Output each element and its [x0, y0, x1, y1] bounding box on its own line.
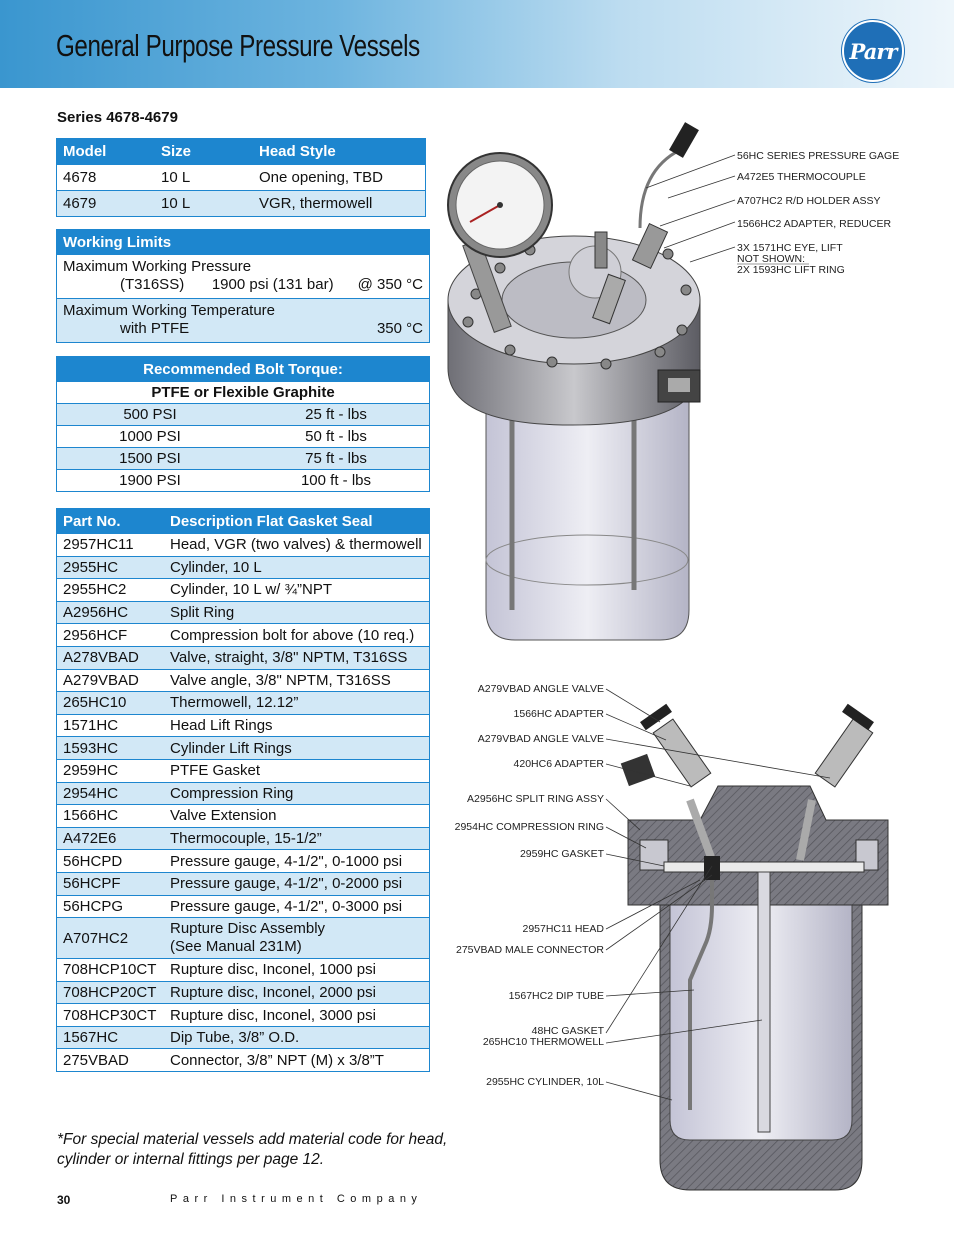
part-description: Valve Extension: [164, 805, 430, 828]
part-number: 708HCP30CT: [57, 1004, 165, 1027]
torque-cell: 75 ft - lbs: [243, 448, 430, 470]
table-row: [57, 918, 430, 959]
table-row: [57, 827, 430, 850]
torque-subheader: PTFE or Flexible Graphite: [57, 382, 430, 404]
callout-adapter: 1566HC ADAPTER: [513, 708, 604, 720]
part-number: 1593HC: [57, 737, 165, 760]
callout-adapter-reducer: 1566HC2 ADAPTER, REDUCER: [737, 218, 892, 230]
temperature-material: with PTFE: [120, 320, 190, 337]
table-row: [57, 1026, 430, 1049]
part-number: 56HCPG: [57, 895, 165, 918]
table-row: [57, 404, 430, 426]
temperature-row: [57, 299, 430, 343]
part-description: Split Ring: [164, 601, 430, 624]
part-description: Pressure gauge, 4-1/2", 0-3000 psi: [164, 895, 430, 918]
callout-lift-ring: 2X 1593HC LIFT RING: [737, 264, 845, 276]
table-row: [57, 959, 430, 982]
part-number: 56HCPF: [57, 872, 165, 895]
part-description: Valve angle, 3/8" NPTM, T316SS: [164, 669, 430, 692]
callout-split-ring: A2956HC SPLIT RING ASSY: [467, 793, 604, 805]
callout-gasket: 2959HC GASKET: [519, 848, 604, 860]
part-number: 1566HC: [57, 805, 165, 828]
size-cell: 10 L: [155, 191, 253, 217]
part-number: 275VBAD: [57, 1049, 165, 1072]
model-header-model: Model: [57, 139, 156, 165]
part-number: 56HCPD: [57, 850, 165, 873]
model-table: [56, 138, 426, 217]
callout-compression-ring: 2954HC COMPRESSION RING: [454, 821, 604, 833]
part-description: Compression bolt for above (10 req.): [164, 624, 430, 647]
part-description: Rupture disc, Inconel, 1000 psi: [164, 959, 430, 982]
pressure-cell: 1500 PSI: [57, 448, 244, 470]
table-row: [57, 470, 430, 492]
callout-angle-valve-1: A279VBAD ANGLE VALVE: [477, 683, 604, 695]
callout-420hc6-adapter: 420HC6 ADAPTER: [513, 758, 604, 770]
page-number: 30: [57, 1193, 71, 1207]
company-name: Parr Instrument Company: [170, 1193, 423, 1205]
torque-cell: 50 ft - lbs: [243, 426, 430, 448]
part-number: 2955HC: [57, 556, 165, 579]
part-description: Head Lift Rings: [164, 714, 430, 737]
parr-logo: [842, 20, 904, 82]
pressure-cell: 1000 PSI: [57, 426, 244, 448]
bolt-torque-table: [56, 356, 430, 492]
vessel-drawing: [440, 100, 945, 1195]
model-cell: 4678: [57, 165, 156, 191]
logo-text: Parr: [849, 38, 897, 64]
part-description: Cylinder Lift Rings: [164, 737, 430, 760]
table-row: [57, 448, 430, 470]
part-number: A278VBAD: [57, 646, 165, 669]
parts-header-description: Description Flat Gasket Seal: [164, 509, 430, 534]
pressure-value: 1900 psi (131 bar): [211, 276, 334, 293]
table-row: [57, 981, 430, 1004]
part-number: 2955HC2: [57, 579, 165, 602]
table-row: [57, 737, 430, 760]
callout-thermocouple: A472E5 THERMOCOUPLE: [737, 171, 866, 183]
model-header-head-style: Head Style: [253, 139, 426, 165]
part-description: Dip Tube, 3/8” O.D.: [164, 1026, 430, 1049]
head-style-cell: One opening, TBD: [253, 165, 426, 191]
table-row: [57, 426, 430, 448]
part-description: Rupture disc, Inconel, 2000 psi: [164, 981, 430, 1004]
part-description: PTFE Gasket: [164, 759, 430, 782]
model-header-size: Size: [155, 139, 253, 165]
callout-eye-lift: 3X 1571HC EYE, LIFT: [737, 242, 843, 254]
torque-cell: 100 ft - lbs: [243, 470, 430, 492]
table-row: [57, 601, 430, 624]
callout-not-shown: NOT SHOWN:: [737, 253, 806, 265]
pressure-cell: 1900 PSI: [57, 470, 244, 492]
parts-table: [56, 508, 430, 1072]
callout-angle-valve-2: A279VBAD ANGLE VALVE: [477, 733, 604, 745]
part-description: Pressure gauge, 4-1/2", 0-2000 psi: [164, 872, 430, 895]
callout-cylinder: 2955HC CYLINDER, 10L: [486, 1076, 604, 1088]
size-cell: 10 L: [155, 165, 253, 191]
part-description: Thermowell, 12.12”: [164, 692, 430, 715]
callout-pressure-gage: 56HC SERIES PRESSURE GAGE: [737, 150, 900, 162]
part-number: 265HC10: [57, 692, 165, 715]
part-description: Compression Ring: [164, 782, 430, 805]
callout-rd-holder: A707HC2 R/D HOLDER ASSY: [737, 195, 881, 207]
callout-dip-tube: 1567HC2 DIP TUBE: [508, 990, 604, 1002]
table-row: [57, 759, 430, 782]
table-row: [57, 782, 430, 805]
table-row: [57, 534, 430, 557]
part-description: Connector, 3/8” NPT (M) x 3/8”T: [164, 1049, 430, 1072]
table-row: [57, 646, 430, 669]
temperature-value: 350 °C: [376, 320, 423, 337]
table-row: [57, 895, 430, 918]
torque-header: Recommended Bolt Torque:: [57, 357, 430, 382]
torque-cell: 25 ft - lbs: [243, 404, 430, 426]
table-row: [57, 191, 426, 217]
pressure-row: [57, 255, 430, 299]
table-row: [57, 165, 426, 191]
part-description: Head, VGR (two valves) & thermowell: [164, 534, 430, 557]
table-row: [57, 805, 430, 828]
part-description: Rupture disc, Inconel, 3000 psi: [164, 1004, 430, 1027]
part-description: Valve, straight, 3/8" NPTM, T316SS: [164, 646, 430, 669]
callout-48hc-gasket: 48HC GASKET: [531, 1025, 604, 1037]
callout-thermowell: 265HC10 THERMOWELL: [482, 1036, 604, 1048]
part-number: A279VBAD: [57, 669, 165, 692]
part-number: 2959HC: [57, 759, 165, 782]
part-description: Cylinder, 10 L w/ ¾”NPT: [164, 579, 430, 602]
part-number: 1571HC: [57, 714, 165, 737]
part-description-note: (See Manual 231M): [170, 938, 302, 956]
model-cell: 4679: [57, 191, 156, 217]
table-row: [57, 579, 430, 602]
part-number: A472E6: [57, 827, 165, 850]
part-number: A2956HC: [57, 601, 165, 624]
working-limits-table: [56, 229, 430, 343]
table-row: [57, 669, 430, 692]
part-number: 708HCP10CT: [57, 959, 165, 982]
table-row: [57, 850, 430, 873]
vessel-3d-view: [448, 122, 700, 640]
part-description: Pressure gauge, 4-1/2", 0-1000 psi: [164, 850, 430, 873]
part-number: A707HC2: [57, 918, 165, 959]
part-number: 2957HC11: [57, 534, 165, 557]
part-number: 708HCP20CT: [57, 981, 165, 1004]
pressure-material: (T316SS): [120, 276, 185, 293]
table-row: [57, 1049, 430, 1072]
part-number: 1567HC: [57, 1026, 165, 1049]
pressure-at: @ 350 °C: [357, 276, 423, 293]
part-number: 2956HCF: [57, 624, 165, 647]
head-style-cell: VGR, thermowell: [253, 191, 426, 217]
callout-male-connector: 275VBAD MALE CONNECTOR: [455, 944, 604, 956]
series-title: Series 4678-4679: [57, 109, 178, 126]
footnote: *For special material vessels add material code for head, cylinder or internal fittings per page 12.: [57, 1131, 448, 1168]
table-row: [57, 872, 430, 895]
part-description: Cylinder, 10 L: [164, 556, 430, 579]
page-title: General Purpose Pressure Vessels: [56, 28, 420, 63]
pressure-cell: 500 PSI: [57, 404, 244, 426]
table-row: [57, 714, 430, 737]
table-row: [57, 692, 430, 715]
part-description: Rupture Disc Assembly: [170, 920, 326, 938]
part-description: Thermocouple, 15-1/2”: [164, 827, 430, 850]
pressure-label: Maximum Working Pressure: [63, 258, 252, 275]
table-row: [57, 624, 430, 647]
working-limits-header: Working Limits: [57, 230, 430, 255]
callout-head: 2957HC11 HEAD: [522, 923, 604, 935]
parts-header-part-no: Part No.: [57, 509, 165, 534]
table-row: [57, 1004, 430, 1027]
table-row: [57, 556, 430, 579]
temperature-label: Maximum Working Temperature: [63, 302, 276, 319]
part-number: 2954HC: [57, 782, 165, 805]
